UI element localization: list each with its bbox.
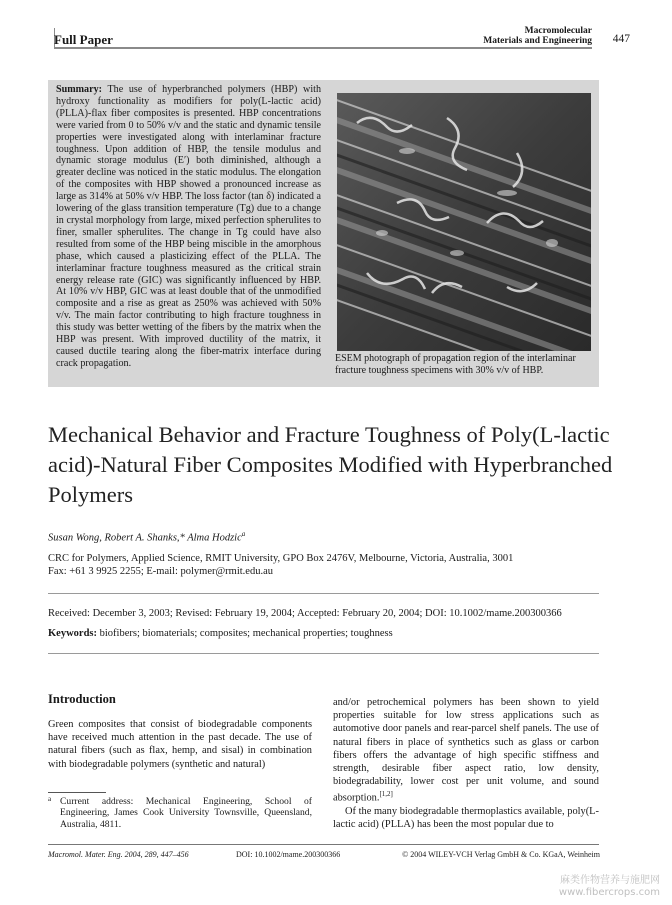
summary-text [56,84,321,370]
site-watermark [559,875,660,899]
footnote-text: Current address: Mechanical Engineering, School of Engineering, James Cook University Townsville, Queensland, Australia, 4811. [60,796,312,830]
journal-name [483,26,592,46]
figure-caption: ESEM photograph of propagation region of the interlaminar fracture toughness specimens with 30% v/v of HBP. [335,353,576,376]
divider-bottom [48,653,599,654]
affiliation [48,552,608,578]
footer-rule [48,844,599,845]
esem-photograph [337,93,591,351]
article-title: Mechanical Behavior and Fracture Toughness of Poly(L-lactic acid)-Natural Fiber Composites Modified with Hyperbranched Polymers [48,422,613,507]
page-number: 447 [612,33,630,45]
affiliation-address: CRC for Polymers, Applied Science, RMIT University, GPO Box 2476V, Melbourne, Victoria, Australia, 3001 [48,553,514,564]
keywords-list: biofibers; biomaterials; composites; mechanical properties; toughness [99,628,393,639]
intro-paragraph-right-2: Of the many biodegradable thermoplastics available, poly(L-lactic acid) (PLLA) has been the most popular due to [333,806,599,831]
divider-top [48,593,599,594]
received-dates: Received: December 3, 2003; Revised: February 19, 2004; Accepted: February 20, 2004; DOI: 10.1002/mame.200300366 [48,608,562,619]
watermark-line2: www.fibercrops.com [558,887,660,898]
contact-info: Fax: +61 3 9925 2255; E-mail: polymer@rmit.edu.au [48,566,273,577]
intro-paragraph-left: Green composites that consist of biodegradable components have received much attention in the past decade. The use of natural fibers (such as flax, hemp, and sisal) in combination with biodegradable polymers (synthetic and natural) [48,719,312,770]
left-column [48,692,312,771]
journal-name-line2: Materials and Engineering [483,36,592,46]
authors-text: Susan Wong, Robert A. Shanks,* Alma Hodzic [48,532,242,544]
summary-box [48,80,599,387]
header-rule [54,47,592,49]
summary-label: Summary: [56,84,102,95]
running-header [30,24,630,49]
author-list [48,530,245,544]
keywords-label: Keywords: [48,628,97,639]
footer-copyright: © 2004 WILEY-VCH Verlag GmbH & Co. KGaA, Weinheim [402,850,600,859]
esem-photograph-image [337,93,591,351]
section-heading-introduction: Introduction [48,692,116,706]
intro-paragraph-right-1 [333,696,599,805]
author-mark: a [241,530,246,538]
summary-body: The use of hyperbranched polymers (HBP) with hydroxy functionality as modifiers for poly(L-lactic acid) (PLLA)-flax fiber composites is presented. HBP concentrations were varied from 0 to 50% v/v and the static and dynamic tensile properties were investigated along with interlaminar fracture toughness. Upon addition of HBP, the tensile modulus and dynamic storage modulus (E′) both diminished, although a greater decline was noticed in the static modulus. The elongation of the composites with HBP showed a pronounced increase as large as 314% at 50% v/v HBP. The loss factor (tan δ) indicated a lowering of the glass transition temperature (Tg) due to a change in crystal morphology from large, mixed perfection spherulites to finer, smaller spherulites. The change in Tg could have also resulted from some of the HBP being miscible in the amorphous phase, which caused a plasticizing effect of the PLLA. The interlaminar fracture toughness measured as the critical strain energy release rate (GIC) was significantly influenced by HBP. At 10% v/v HBP, GIC was at least double that of the unmodified composite and a rise as great as 250% was achieved with 50% v/v. The main factor contributing to high fracture toughness in this study was better wetting of the fibers by the matrix when the HBP was present. With improved ductility of the matrix, it caused ductile tearing along the fiber-matrix interface during crack propagation. [56,84,322,369]
citation-ref: [1,2] [379,790,393,799]
article-type: Full Paper [54,32,113,47]
keywords [48,628,393,639]
right-column [333,696,599,832]
footer-doi: DOI: 10.1002/mame.200300366 [236,850,341,859]
intro-right-text: and/or petrochemical polymers has been shown to yield properties suitable for low stress applications such as automotive door panels and rear-parcel shelf panels. The use of natural fibers in place of synthetics such as glass or carbon fibers offers the advantage of high specific stiffness and strength, desirable fiber aspect ratio, low density, biodegradability, lower cost per unit volume, and sound absorption. [333,697,599,804]
journal-name-line1: Macromolecular [524,26,592,36]
watermark-line1: 麻类作物营养与施肥网 [560,875,660,886]
footer-citation: Macromol. Mater. Eng. 2004, 289, 447–456 [48,850,189,859]
footnote-rule [48,792,106,793]
footnote [48,796,312,830]
footnote-mark: a [48,795,52,803]
